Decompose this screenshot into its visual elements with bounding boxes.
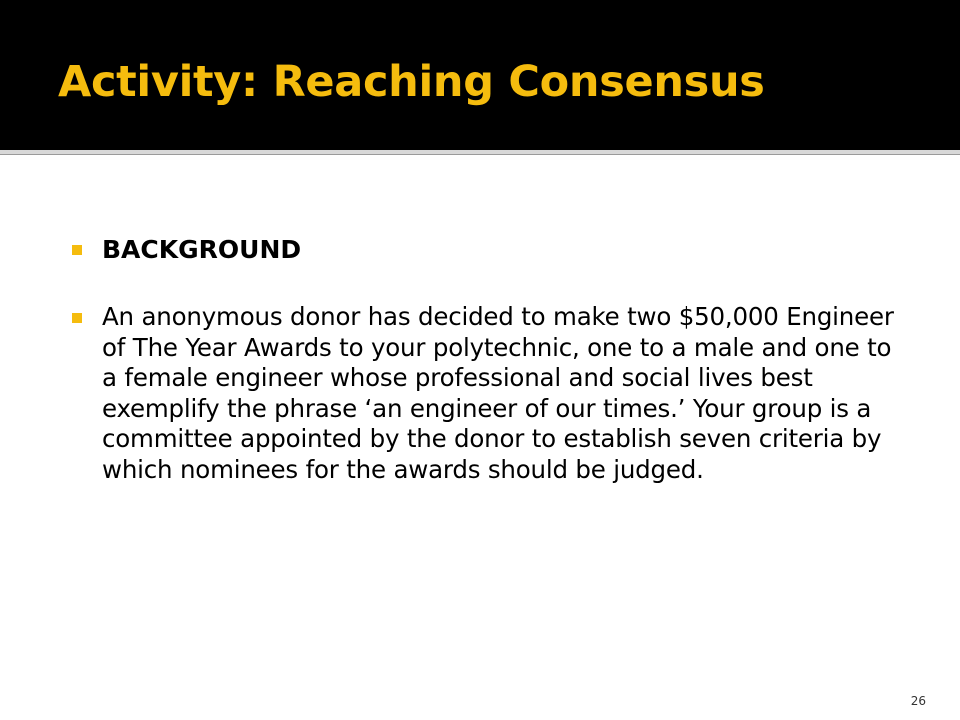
slide-content — [70, 228, 900, 485]
square-bullet-icon — [72, 245, 82, 255]
page-number: 26 — [910, 694, 926, 708]
bullet-item-description — [70, 302, 900, 485]
title-divider — [0, 150, 960, 155]
bullet-text: BACKGROUND — [102, 235, 302, 264]
bullet-item-background — [70, 228, 900, 272]
square-bullet-icon — [72, 313, 82, 323]
title-bar — [0, 0, 960, 150]
bullet-text: An anonymous donor has decided to make two $50,000 Engineer of The Year Awards to your polytechnic, one to a male and one to a female engineer whose professional and social lives best exemplify the phrase ‘an engineer of our times.’ Your group is a committee appointed by the donor to establish seven criteria by which nominees for the awards should be judged. — [102, 302, 894, 484]
slide-title: Activity: Reaching Consensus — [58, 57, 765, 107]
